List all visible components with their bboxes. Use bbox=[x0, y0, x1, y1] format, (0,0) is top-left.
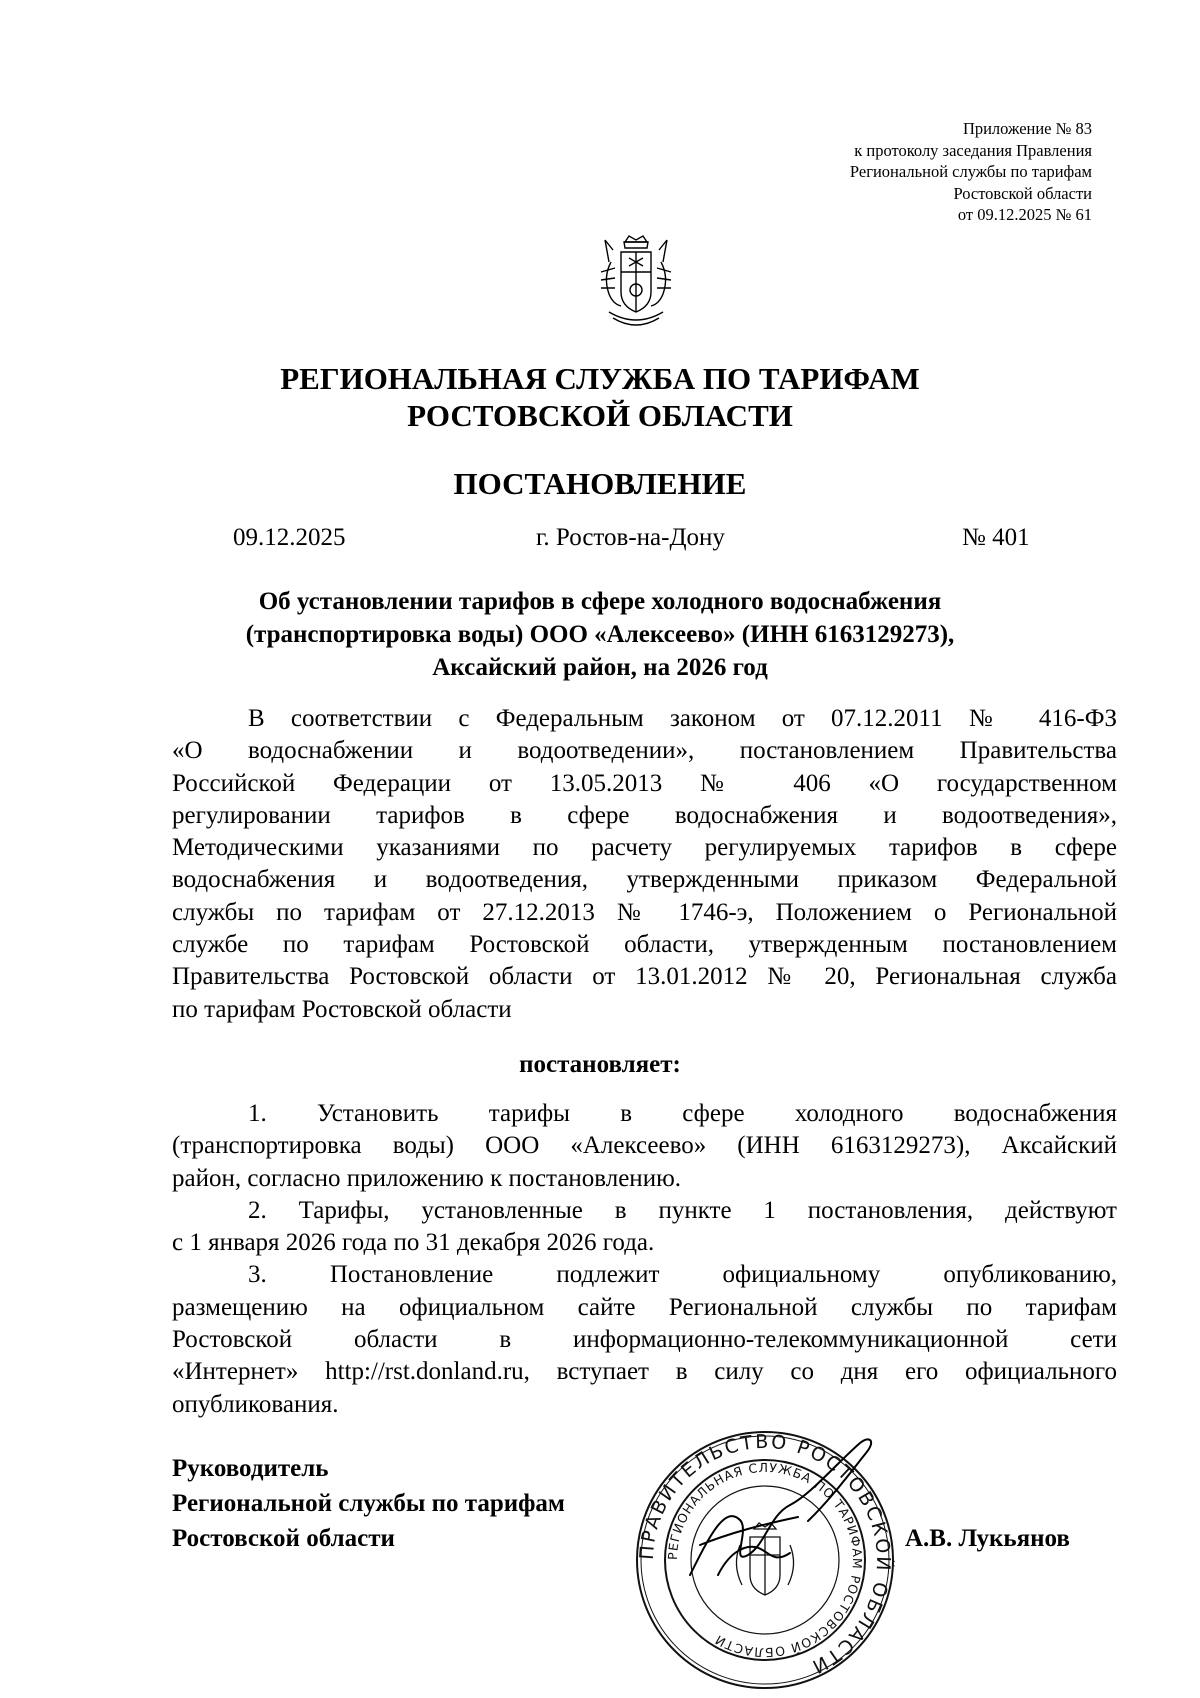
text-line: «Интернет» http://rst.donland.ru, вступает в силу со дня его официального bbox=[172, 1358, 1117, 1386]
appendix-line: Приложение № 83 bbox=[962, 119, 1092, 138]
text-line: службы по тарифам от 27.12.2013 № 1746-э, Положением о Региональной bbox=[172, 898, 1117, 926]
text-line: регулировании тарифов в сфере водоснабжения и водоотведения», bbox=[172, 801, 1117, 829]
decree-item-2 bbox=[172, 1195, 1117, 1260]
text-line: размещению на официальном сайте Региональной службы по тарифам bbox=[172, 1293, 1117, 1321]
signatory-title bbox=[172, 1451, 565, 1556]
preamble bbox=[172, 703, 1117, 1026]
appendix-line: от 09.12.2025 № 61 bbox=[957, 205, 1092, 224]
text-line: по тарифам Ростовской области bbox=[172, 995, 512, 1023]
appendix-line: к протоколу заседания Правления bbox=[854, 140, 1092, 160]
signatory-name: А.В. Лукьянов bbox=[905, 1525, 1070, 1552]
appendix-line: Ростовской области bbox=[953, 183, 1092, 203]
text-line: с 1 января 2026 года по 31 декабря 2026 года. bbox=[172, 1229, 655, 1257]
signatory-title-line: Ростовской области bbox=[172, 1525, 395, 1552]
appendix-line: Региональной службы по тарифам bbox=[849, 162, 1092, 181]
text-line: район, согласно приложению к постановлению. bbox=[172, 1164, 681, 1192]
decrees-label: постановляет: bbox=[519, 1051, 681, 1078]
agency-name-line: РОСТОВСКОЙ ОБЛАСТИ bbox=[407, 398, 793, 433]
text-line: 1. Установить тарифы в сфере холодного водоснабжения bbox=[248, 1100, 1117, 1127]
text-line: Методическими указаниями по расчету регулируемых тарифов в сфере bbox=[172, 834, 1117, 862]
signatory-title-line: Региональной службы по тарифам bbox=[172, 1490, 565, 1517]
agency-name-line: РЕГИОНАЛЬНАЯ СЛУЖБА ПО ТАРИФАМ bbox=[280, 361, 920, 396]
decree-item-1 bbox=[172, 1098, 1117, 1195]
document-city: г. Ростов-на-Дону bbox=[536, 524, 725, 551]
text-line: 3. Постановление подлежит официальному опубликованию, bbox=[248, 1261, 1117, 1289]
document-subject bbox=[0, 585, 1200, 684]
text-line: Российской Федерации от 13.05.2013 № 406 «О государственном bbox=[172, 769, 1117, 797]
text-line: опубликования. bbox=[172, 1390, 339, 1418]
subject-line: Аксайский район, на 2026 год bbox=[432, 654, 768, 681]
signatory-title-line: Руководитель bbox=[172, 1455, 329, 1482]
stamp-inner-text: РЕГИОНАЛЬНАЯ СЛУЖБА ПО ТАРИФАМ РОСТОВСКОЙ ОБЛАСТИ bbox=[664, 1459, 866, 1661]
stamp-outer-text: ПРАВИТЕЛЬСТВО РОСТОВСКОЙ ОБЛАСТИ bbox=[635, 1430, 895, 1679]
text-line: Правительства Ростовской области от 13.01.2012 № 20, Региональная служба bbox=[172, 963, 1117, 991]
text-line: 2. Тарифы, установленные в пункте 1 постановления, действуют bbox=[248, 1196, 1117, 1224]
coat-of-arms-icon bbox=[591, 232, 681, 332]
text-line: В соответствии с Федеральным законом от 07.12.2011 № 416-ФЗ bbox=[248, 705, 1117, 732]
text-line: службе по тарифам Ростовской области, утвержденным постановлением bbox=[172, 931, 1117, 959]
decree-items bbox=[172, 1098, 1117, 1421]
appendix-reference bbox=[850, 118, 1092, 226]
document-type: ПОСТАНОВЛЕНИЕ bbox=[453, 466, 747, 501]
document-date: 09.12.2025 bbox=[233, 524, 346, 551]
official-stamp bbox=[630, 1425, 900, 1695]
document-number: № 401 bbox=[962, 524, 1030, 551]
text-line: Ростовской области в информационно-телекоммуникационной сети bbox=[172, 1326, 1117, 1354]
subject-line: Об установлении тарифов в сфере холодного водоснабжения bbox=[258, 588, 942, 615]
document-meta bbox=[0, 521, 1200, 555]
text-line: «О водоснабжении и водоотведении», постановлением Правительства bbox=[172, 737, 1117, 765]
agency-name bbox=[0, 360, 1200, 434]
preamble-paragraph bbox=[172, 703, 1117, 1026]
text-line: водоснабжения и водоотведения, утвержденными приказом Федеральной bbox=[172, 866, 1117, 894]
decree-item-3 bbox=[172, 1259, 1117, 1420]
subject-line: (транспортировка воды) ООО «Алексеево» (ИНН 6163129273), bbox=[245, 621, 955, 648]
text-line: (транспортировка воды) ООО «Алексеево» (ИНН 6163129273), Аксайский bbox=[172, 1132, 1117, 1160]
